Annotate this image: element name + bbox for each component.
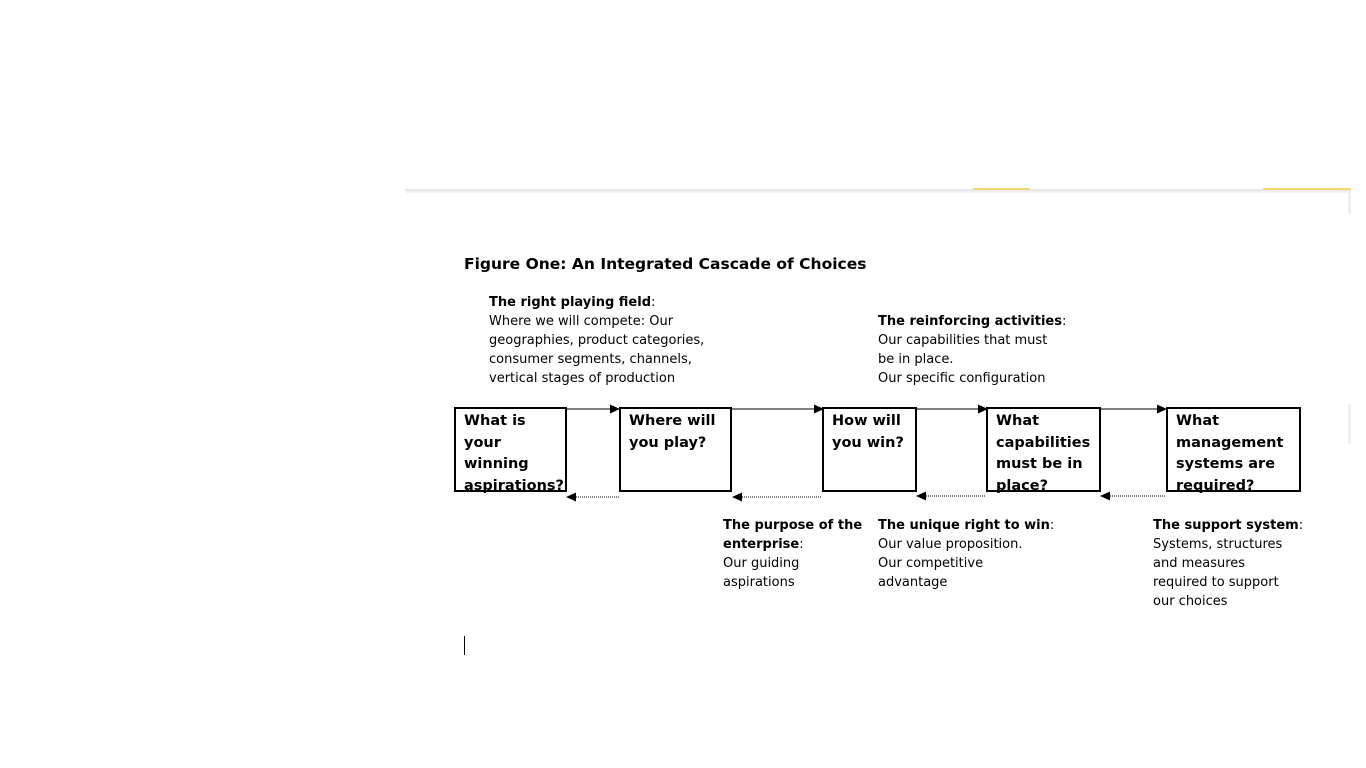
box-line: What xyxy=(996,413,1040,429)
note-line: Our guiding xyxy=(723,556,800,571)
box-line: must be in xyxy=(996,456,1083,472)
note-line: required to support xyxy=(1153,575,1279,590)
box-line: How will xyxy=(832,413,901,429)
box-capabilities xyxy=(986,407,1101,492)
box-line: place? xyxy=(996,477,1048,494)
note-line: aspirations xyxy=(723,575,795,590)
note-line: vertical stages of production xyxy=(489,371,676,386)
note-line: and measures xyxy=(1153,556,1246,571)
note-line: Our capabilities that must xyxy=(878,333,1048,348)
box-line: What xyxy=(1176,413,1220,429)
note-purpose: The purpose of the enterprise: Our guiding aspirations xyxy=(723,518,863,590)
box-line: capabilities xyxy=(996,434,1091,451)
box-where-to-play xyxy=(619,407,732,492)
box-line: Where will xyxy=(629,413,716,429)
note-line: consumer segments, channels, xyxy=(489,352,692,367)
box-how-to-win xyxy=(822,407,917,492)
note-heading: The right playing field xyxy=(489,295,651,310)
figure-title: Figure One: An Integrated Cascade of Choices xyxy=(464,255,867,273)
feedback-arrowhead-3 xyxy=(916,492,926,501)
note-line: Where we will compete: Our xyxy=(489,314,674,329)
feedback-arrowhead-2 xyxy=(732,493,742,502)
note-heading: The purpose of the xyxy=(723,518,863,533)
box-line: winning xyxy=(464,456,529,472)
box-line: management xyxy=(1176,434,1284,451)
note-line: Our competitive xyxy=(878,556,984,571)
box-line: you play? xyxy=(629,434,707,451)
text-cursor[interactable] xyxy=(464,636,465,655)
note-right-to-win: The unique right to win: Our value proposition. Our competitive advantage xyxy=(878,518,1055,590)
box-winning-aspirations xyxy=(454,407,567,492)
note-line: be in place. xyxy=(878,352,954,367)
note-heading: enterprise xyxy=(723,537,800,552)
note-line: advantage xyxy=(878,575,948,590)
note-heading: The reinforcing activities xyxy=(878,314,1062,329)
box-line: What is your xyxy=(464,413,526,451)
note-heading: The unique right to win xyxy=(878,518,1050,533)
box-management-systems xyxy=(1166,407,1301,492)
note-line: geographies, product categories, xyxy=(489,333,705,348)
feedback-arrowhead-4 xyxy=(1100,492,1110,501)
feedback-arrowhead-1 xyxy=(566,493,576,502)
box-line: required? xyxy=(1176,477,1255,494)
note-support-system: The support system: Systems, structures and measures required to support our choices xyxy=(1153,518,1304,609)
note-line: Systems, structures xyxy=(1153,537,1283,552)
note-line: Our specific configuration xyxy=(878,371,1046,386)
note-line: Our value proposition. xyxy=(878,537,1023,552)
note-playing-field: The right playing field: Where we will compete: Our geographies, product categories, consumer segments, channels, vertical stages of production xyxy=(489,295,705,386)
note-heading: The support system xyxy=(1153,518,1299,533)
note-reinforcing: The reinforcing activities: Our capabilities that must be in place. Our specific configuration xyxy=(878,314,1067,386)
note-line: our choices xyxy=(1153,594,1228,609)
box-line: aspirations? xyxy=(464,477,564,494)
box-line: you win? xyxy=(832,434,904,451)
box-line: systems are xyxy=(1176,456,1276,472)
